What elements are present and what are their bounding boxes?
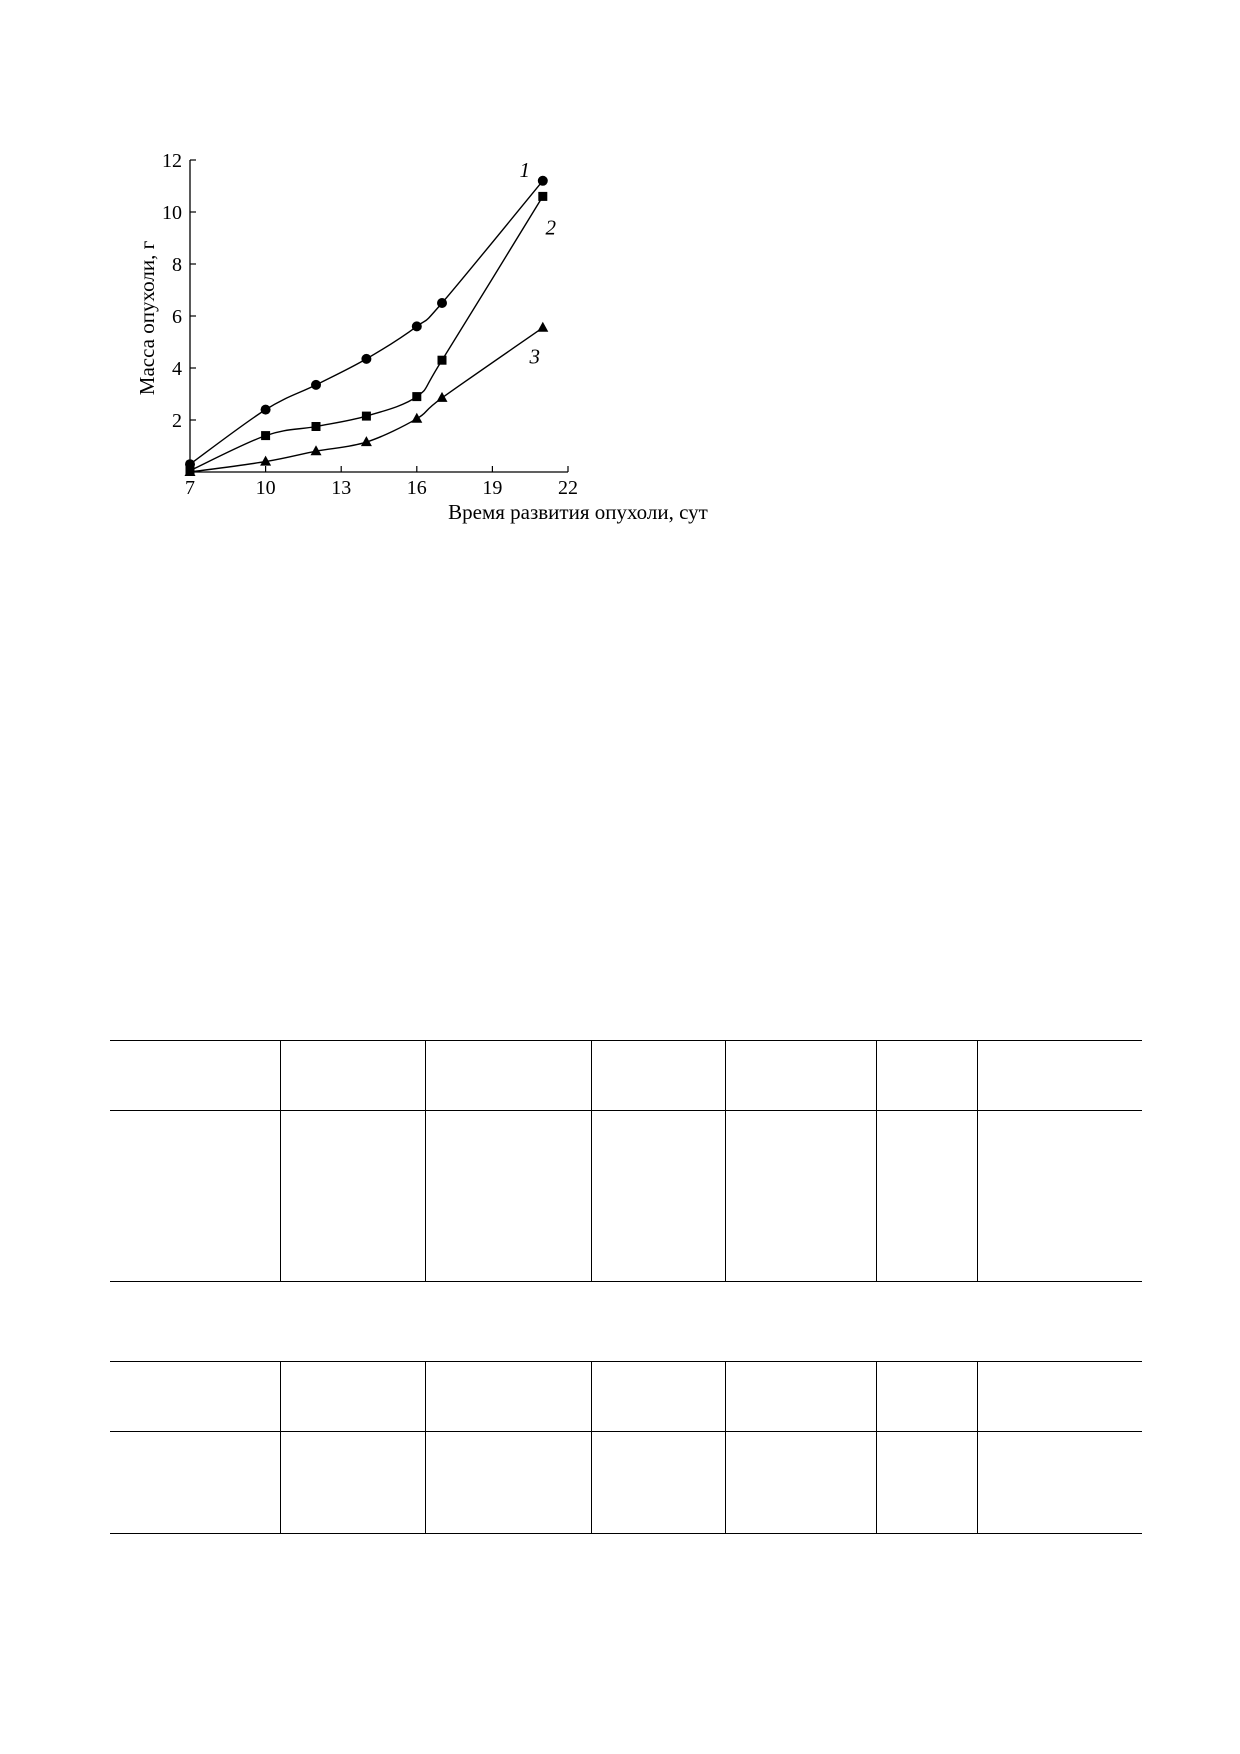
y-tick-label: 8	[172, 254, 182, 276]
x-tick-label: 22	[558, 477, 578, 499]
series-1-point	[361, 354, 371, 364]
table-cell	[977, 1041, 1142, 1111]
series-1-label: 1	[519, 157, 531, 182]
table-cell	[876, 1111, 977, 1282]
table-cell	[591, 1111, 725, 1282]
series-2-point	[362, 412, 371, 421]
table-row	[110, 1111, 1142, 1282]
series-group	[185, 158, 557, 476]
x-tick-label: 10	[255, 477, 276, 499]
series-1-point	[538, 176, 548, 186]
table-cell	[876, 1362, 977, 1432]
table-cell	[110, 1111, 280, 1282]
table-cell	[725, 1041, 876, 1111]
table-header-row	[110, 1041, 1142, 1111]
table-cell	[977, 1362, 1142, 1432]
table-cell	[425, 1041, 591, 1111]
series-1-line	[190, 181, 543, 464]
table-cell	[591, 1041, 725, 1111]
y-tick-label: 2	[172, 410, 182, 432]
table-cell	[425, 1362, 591, 1432]
table-row	[110, 1432, 1142, 1534]
series-1-point	[311, 380, 321, 390]
series-2-label: 2	[545, 215, 557, 240]
x-tick-label: 7	[185, 477, 195, 499]
y-tick-label: 6	[172, 306, 182, 328]
series-1-point	[261, 405, 271, 415]
table-cell	[110, 1432, 280, 1534]
x-tick-label: 13	[331, 477, 352, 499]
series-2-point	[261, 431, 270, 440]
table-cell	[280, 1362, 425, 1432]
table-cell	[110, 1041, 280, 1111]
series-3-label: 3	[529, 344, 541, 369]
table-cell	[977, 1432, 1142, 1534]
tumor-mass-chart	[0, 0, 1240, 560]
y-axis-title: Масса опухоли, г	[135, 240, 159, 396]
table-cell	[425, 1111, 591, 1282]
series-2-point	[312, 422, 321, 431]
table-cell	[876, 1432, 977, 1534]
empty-table-1	[110, 1040, 1142, 1282]
table-cell	[425, 1432, 591, 1534]
series-2-point	[412, 392, 421, 401]
x-ticks	[185, 466, 578, 499]
table-cell	[280, 1432, 425, 1534]
y-tick-label: 10	[162, 202, 182, 224]
table-cell	[280, 1041, 425, 1111]
series-1-point	[437, 298, 447, 308]
table-cell	[591, 1432, 725, 1534]
series-2-line	[190, 196, 543, 470]
table-cell	[977, 1111, 1142, 1282]
table-cell	[725, 1111, 876, 1282]
series-1-point	[412, 321, 422, 331]
chart-axes	[190, 157, 568, 472]
x-axis-title: Время развития опухоли, сут	[448, 500, 708, 524]
y-ticks	[162, 150, 196, 432]
series-2-point	[538, 192, 547, 201]
series-3-point	[411, 413, 422, 423]
x-tick-label: 16	[406, 477, 427, 499]
series-3-point	[437, 392, 448, 402]
table-cell	[591, 1362, 725, 1432]
empty-table-2	[110, 1361, 1142, 1534]
table-header-row	[110, 1362, 1142, 1432]
table-cell	[280, 1111, 425, 1282]
table-cell	[110, 1362, 280, 1432]
y-tick-label: 12	[162, 150, 182, 172]
series-3-point	[537, 322, 548, 332]
series-3-line	[190, 328, 543, 472]
table-cell	[725, 1362, 876, 1432]
table-cell	[876, 1041, 977, 1111]
series-2-point	[438, 356, 447, 365]
y-tick-label: 4	[172, 358, 182, 380]
table-cell	[725, 1432, 876, 1534]
x-tick-label: 19	[482, 477, 503, 499]
